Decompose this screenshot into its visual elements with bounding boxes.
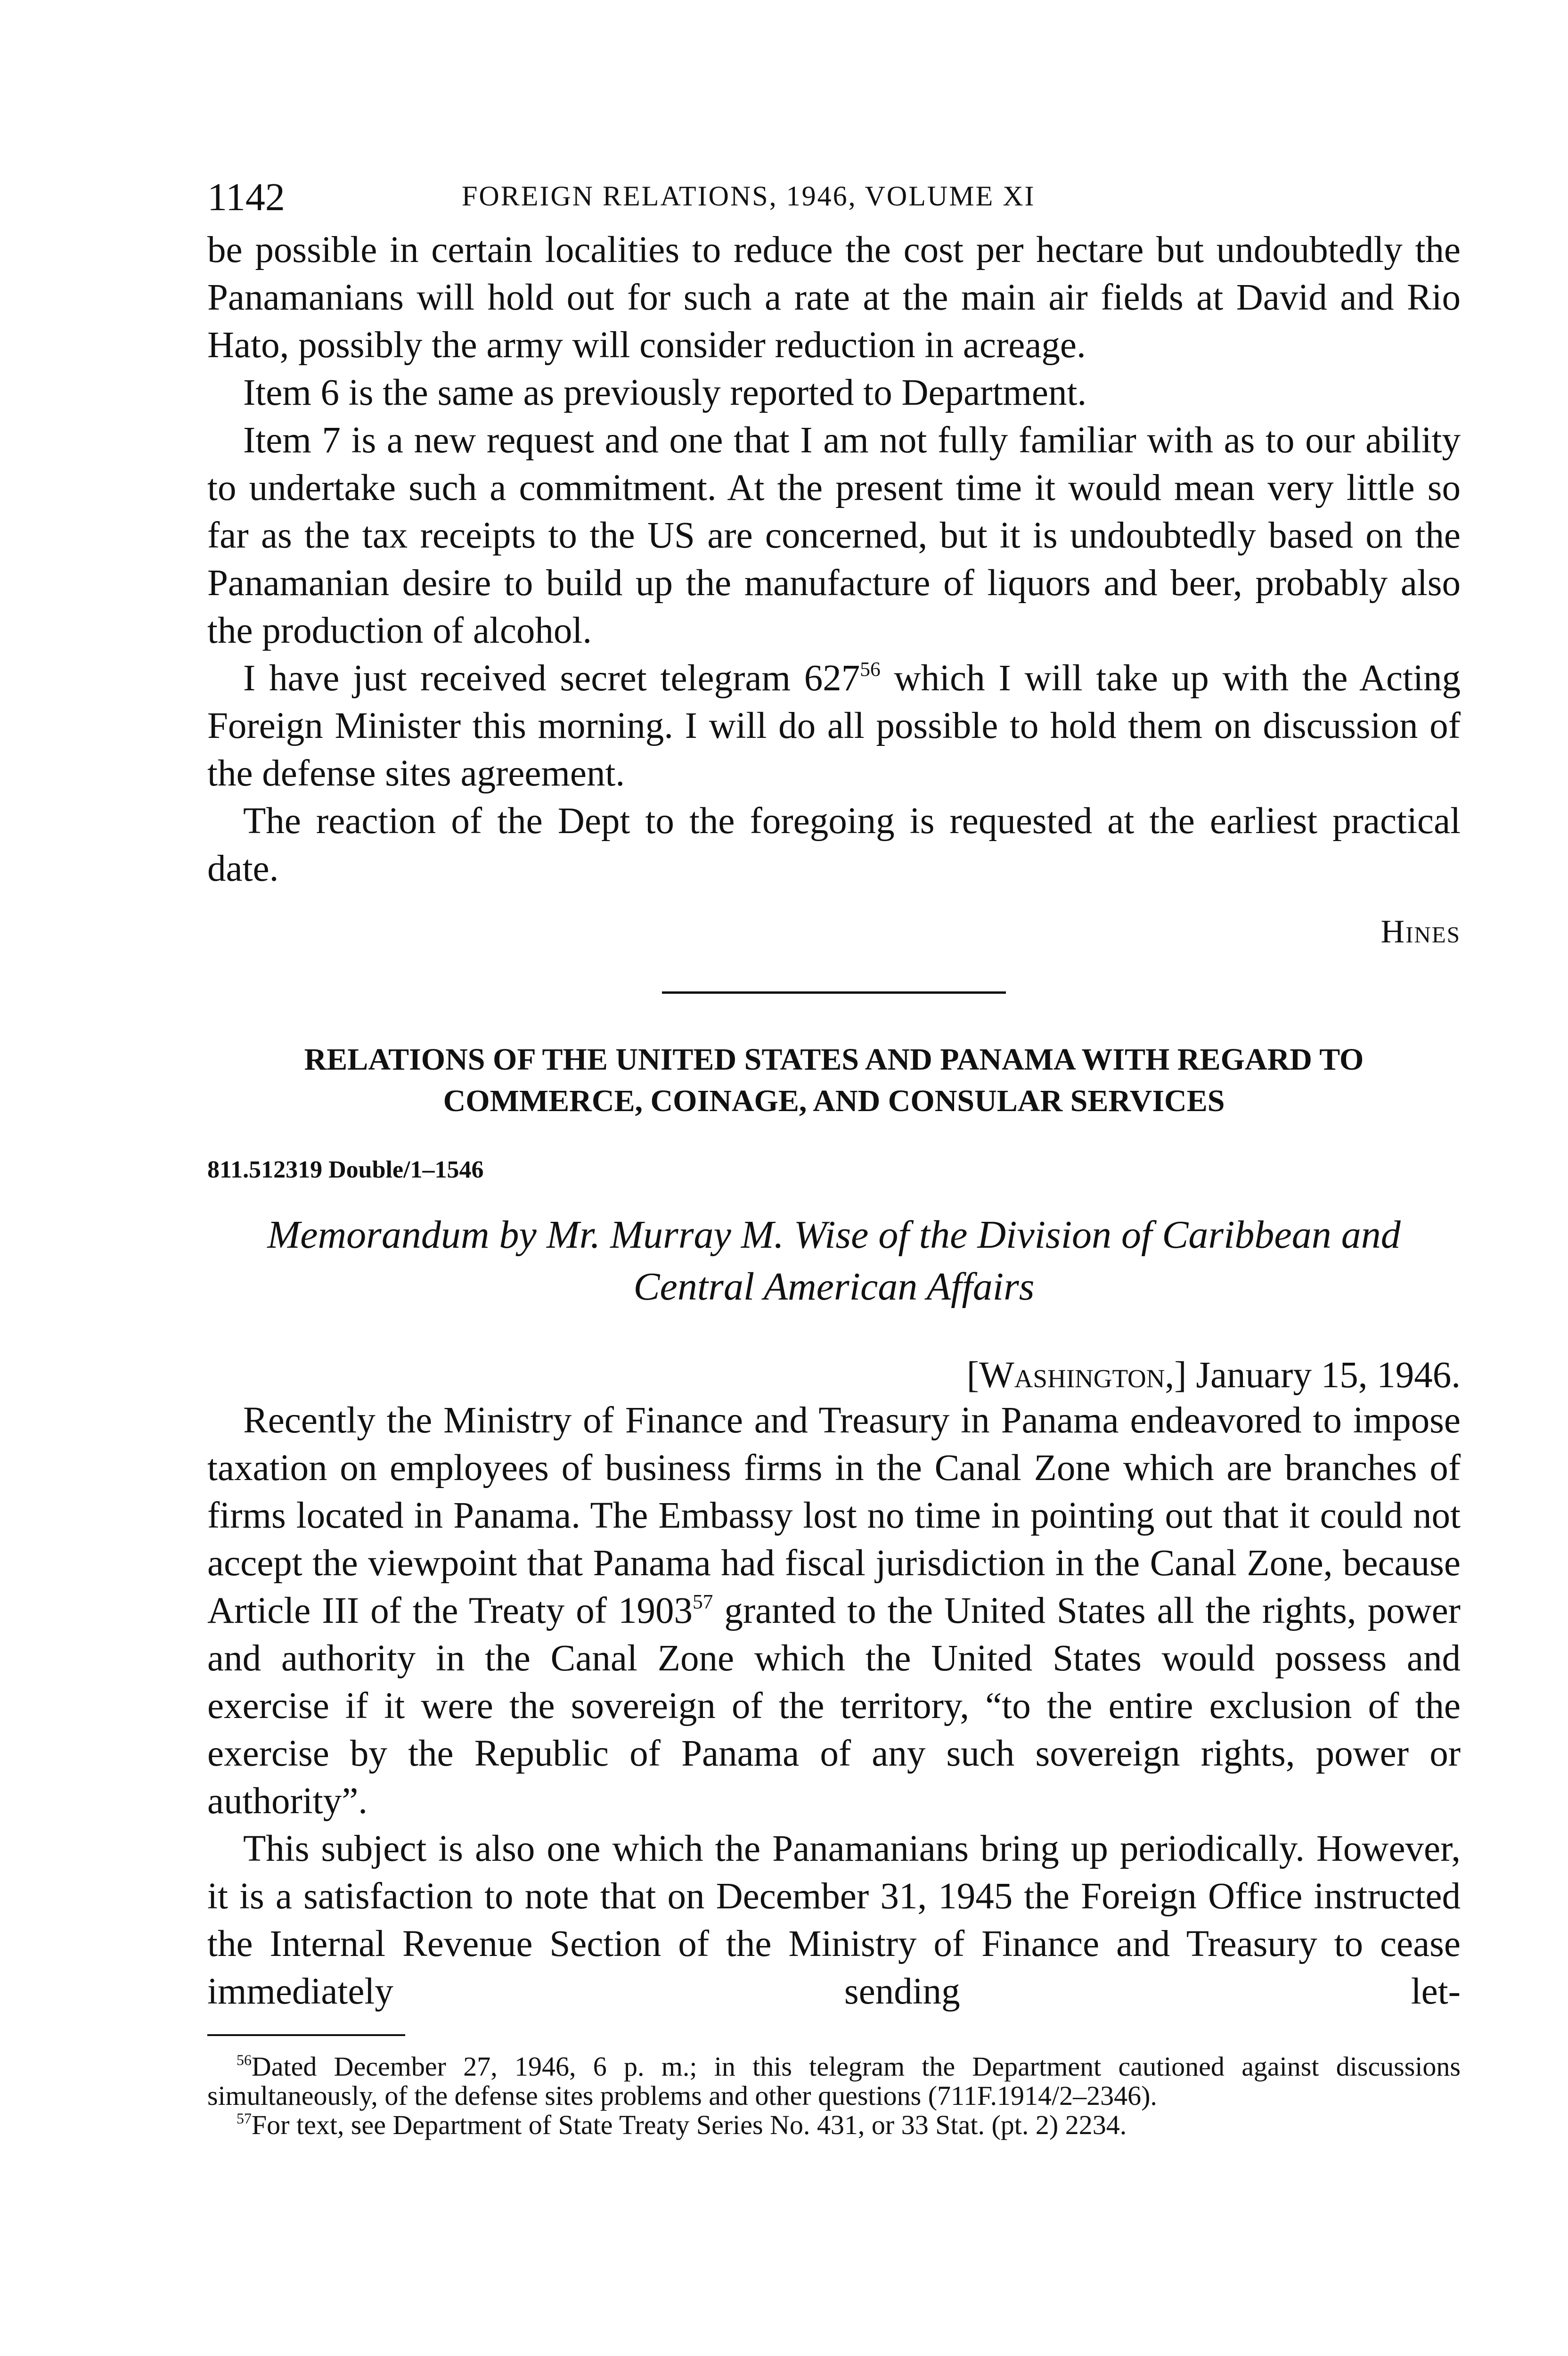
footnote-text: Dated December 27, 1946, 6 p. m.; in this telegram the Department cautioned against discussions simultaneously, of the defense sites problems and other questions (711F.1914/2–2346). bbox=[207, 2051, 1461, 2111]
paragraph-text: which I will take up with the Acting Foreign Minister this morning. I will do all possible to hold them on discussion of the defense sites agreement. bbox=[207, 658, 1461, 794]
paragraph-text: granted to the United States all the rights, power and authority in the Canal Zone which the United States would possess and exercise if it were the sovereign of the territory, “to the entire exclusion of the exercise by the Republic of Panama of any such sovereign rights, power or authority”. bbox=[207, 1590, 1461, 1822]
paragraph: The reaction of the Dept to the foregoing is requested at the earliest practical date. bbox=[207, 801, 1461, 889]
section-divider bbox=[662, 991, 1006, 994]
paragraph: Item 6 is the same as previously reported to Department. bbox=[243, 372, 1087, 413]
paragraph: be possible in certain localities to reduce the cost per hectare but undoubtedly the Panamanians will hold out for such a rate at the main air fields at David and Rio Hato, possibly the army will consider reduction in acreage. bbox=[207, 229, 1461, 366]
footnote-ref: 56 bbox=[860, 658, 881, 681]
dateline bbox=[207, 1354, 1461, 1397]
footnote-marker: 56 bbox=[237, 2052, 252, 2069]
dateline-place: [Washington,] bbox=[966, 1355, 1187, 1396]
footnote-text: For text, see Department of State Treaty Series No. 431, or 33 Stat. (pt. 2) 2234. bbox=[251, 2110, 1127, 2140]
paragraph bbox=[207, 654, 1461, 797]
footnote-ref: 57 bbox=[692, 1590, 713, 1613]
file-reference: 811.512319 Double/1–1546 bbox=[207, 1156, 484, 1183]
footnote-marker: 57 bbox=[237, 2110, 252, 2127]
document-page bbox=[207, 174, 1461, 2140]
section-heading: RELATIONS OF THE UNITED STATES AND PANAMA WITH REGARD TO COMMERCE, COINAGE, AND CONSULAR SERVICES bbox=[304, 1042, 1364, 1118]
running-title: FOREIGN RELATIONS, 1946, VOLUME XI bbox=[462, 180, 1036, 212]
paragraph: Item 7 is a new request and one that I am not fully familiar with as to our ability to undertake such a commitment. At the present time it would mean very little so far as the tax receipts to the US are concerned, but it is undoubtedly based on the Panamanian desire to build up the manufacture of liquors and beer, probably also the production of alcohol. bbox=[207, 420, 1461, 651]
memo-heading: Memorandum by Mr. Murray M. Wise of the Division of Caribbean and Central American Affairs bbox=[267, 1213, 1401, 1309]
memo-body bbox=[207, 1397, 1461, 2015]
signature: Hines bbox=[1380, 914, 1461, 950]
footnote bbox=[207, 2052, 1461, 2111]
footnote-divider bbox=[207, 2034, 405, 2036]
previous-document-body bbox=[207, 226, 1461, 951]
page-number: 1142 bbox=[207, 175, 285, 219]
paragraph bbox=[207, 1397, 1461, 1825]
footnote bbox=[207, 2111, 1461, 2140]
running-header bbox=[207, 174, 1461, 226]
paragraph: This subject is also one which the Panamanians bring up periodically. However, it is a satisfaction to note that on December 31, 1945 the Foreign Office instructed the Internal Revenue Section of the Ministry of Finance and Treasury to cease immediately sending let- bbox=[207, 1828, 1461, 2012]
footnotes bbox=[207, 2052, 1461, 2140]
paragraph-text: I have just received secret telegram 627 bbox=[243, 658, 860, 699]
dateline-date: January 15, 1946. bbox=[1196, 1355, 1461, 1396]
paragraph-text: Recently the Ministry of Finance and Treasury in Panama endeavored to impose taxation on employees of business firms in the Canal Zone which are branches of firms located in Panama. The Embassy lost no time in pointing out that it could not accept the viewpoint that Panama had fiscal jurisdiction in the Canal Zone, because Article III of the Treaty of 1903 bbox=[207, 1400, 1461, 1631]
